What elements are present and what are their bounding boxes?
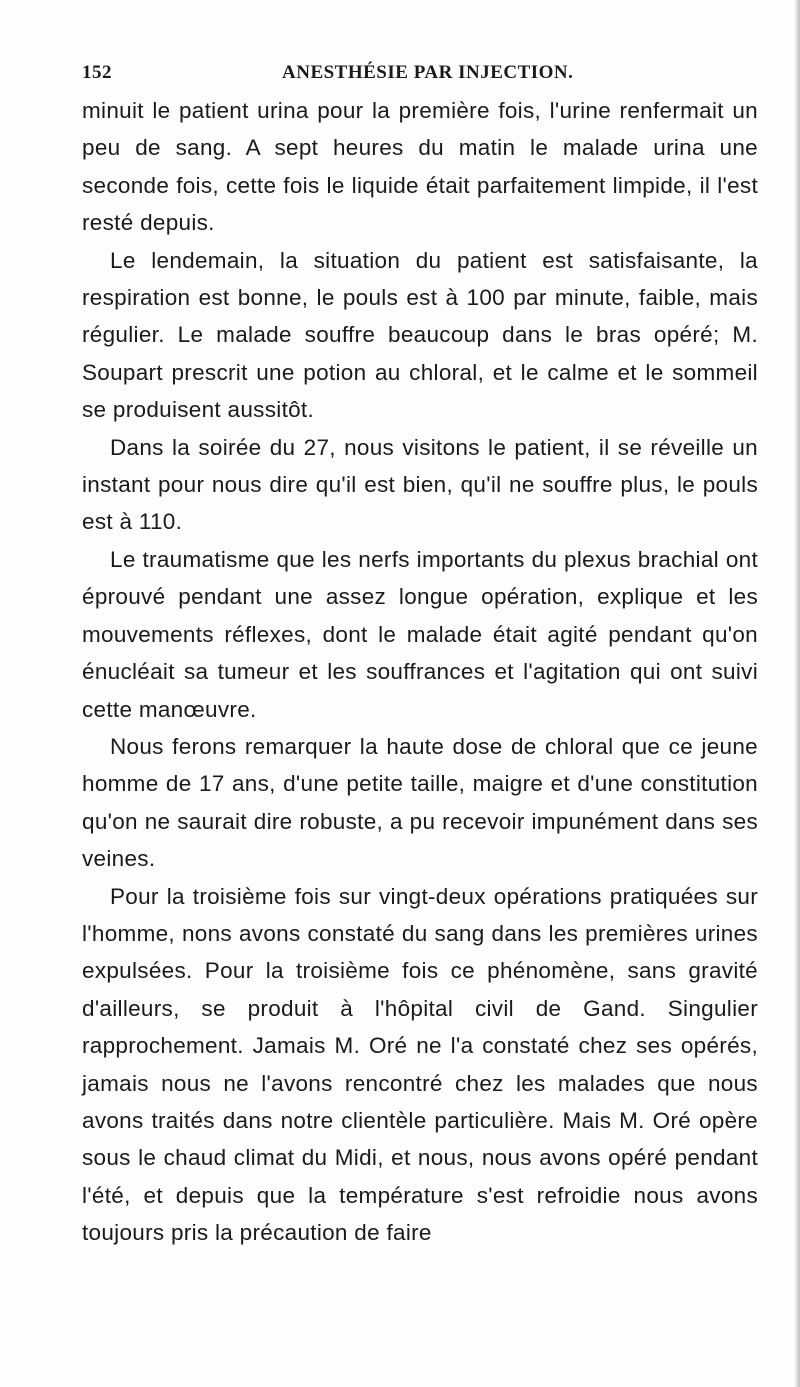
- page-number: 152: [82, 62, 112, 83]
- paragraph: Le traumatisme que les nerfs importants du plexus brachial ont éprouvé pendant une assez longue opération, explique et les mouvements réflexes, dont le malade était agité pendant qu'on énucléait sa tumeur et les souffrances et l'agitation qui ont suivi cette manœuvre.: [82, 546, 758, 722]
- paragraph: minuit le patient urina pour la première fois, l'urine renfermait un peu de sang. A sept heures du matin le malade urina une seconde fois, cette fois le liquide était parfaitement limpide, il l'est resté depuis.: [82, 98, 758, 236]
- paragraph: Le lendemain, la situation du patient est satisfaisante, la respiration est bonne, le pouls est à 100 par minute, faible, mais régulier. Le malade souffre beaucoup dans le bras opéré; M. Soupart prescrit une potion au chloral, et le calme et le sommeil se produisent aussitôt.: [82, 247, 758, 423]
- running-title: ANESTHÉSIE PAR INJECTION.: [282, 62, 574, 83]
- page-header: [82, 62, 758, 92]
- body-text: [82, 92, 758, 1252]
- paragraph: Dans la soirée du 27, nous visitons le patient, il se réveille un instant pour nous dire qu'il est bien, qu'il ne souffre plus, le pouls est à 110.: [82, 434, 758, 535]
- paragraph: Pour la troisième fois sur vingt-deux opérations pratiquées sur l'homme, nons avons constaté du sang dans les premières urines expulsées. Pour la troisième fois ce phénomène, sans gravité d'ailleurs, se produit à l'hôpital civil de Gand. Singulier rapprochement. Jamais M. Oré ne l'a constaté chez ses opérés, jamais nous ne l'avons rencontré chez les malades que nous avons traités dans notre clientèle particulière. Mais M. Oré opère sous le chaud climat du Midi, et nous, nous avons opéré pendant l'été, et depuis que la température s'est refroidie nous avons toujours pris la précaution de faire: [82, 883, 758, 1246]
- page-edge-shadow: [794, 0, 800, 1387]
- paragraph: Nous ferons remarquer la haute dose de chloral que ce jeune homme de 17 ans, d'une petite taille, maigre et d'une constitution qu'on ne saurait dire robuste, a pu recevoir impunément dans ses veines.: [82, 733, 758, 872]
